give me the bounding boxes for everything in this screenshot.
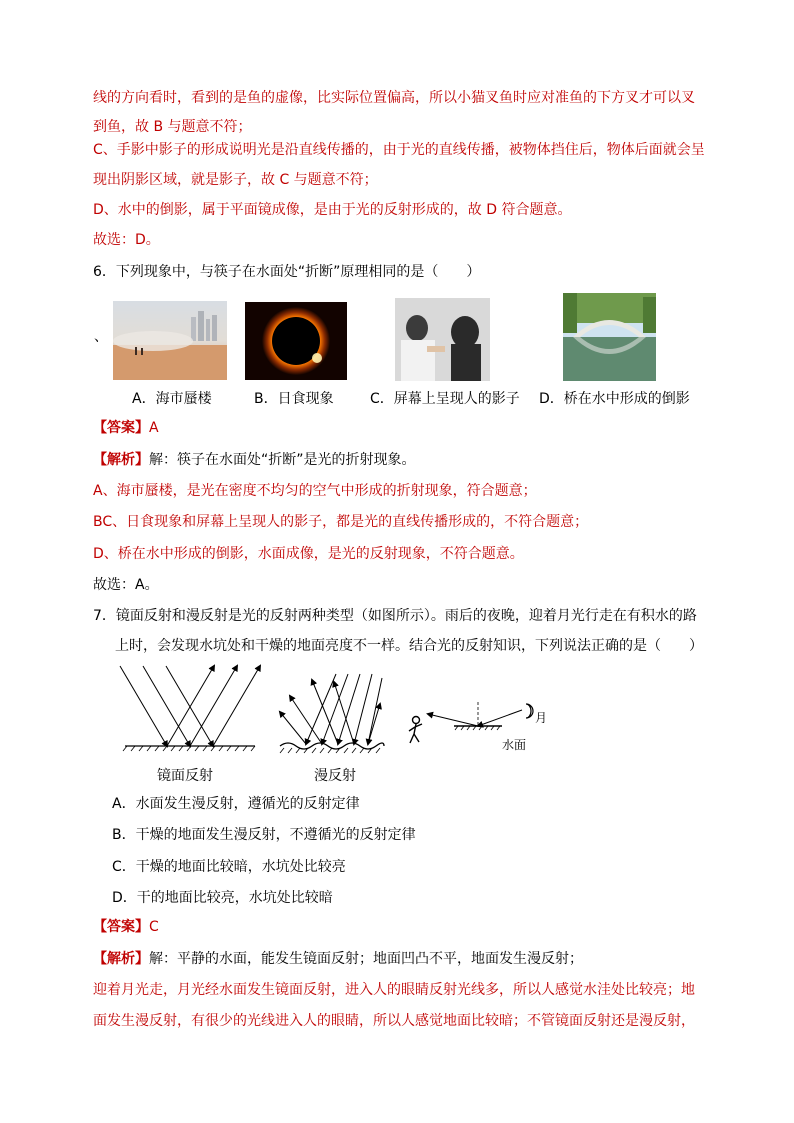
diffuse-reflection-caption: 漫反射 (314, 768, 356, 784)
q7-analysis-line: 面发生漫反射，有很少的光线进入人的眼睛，所以人感觉地面比较暗；不管镜面反射还是漫反射， (93, 1013, 695, 1029)
moon-icon (526, 704, 533, 718)
analysis-first-line: 解：筷子在水面处“折断”是光的折射现象。 (149, 452, 416, 468)
water-surface-label: 水面 (502, 738, 527, 752)
walking-person-icon (409, 717, 422, 744)
mirage-image (113, 301, 227, 380)
specular-reflection-diagram (115, 660, 265, 755)
prev-analysis-line-4: 现出阴影区域，就是影子，故 C 与题意不符； (93, 172, 378, 188)
q6-analysis-line: BC、日食现象和屏幕上呈现人的影子，都是光的直线传播形成的，不符合题意； (93, 514, 589, 530)
prev-conclusion: 故选：D。 (93, 232, 160, 248)
answer-value: A (149, 420, 159, 436)
moon-label: 月 (535, 711, 548, 725)
q7-stem-line-1: 7．镜面反射和漫反射是光的反射两种类型（如图所示）。雨后的夜晚，迎着月光行走在有积水的路 (93, 608, 697, 624)
q7-option-c: C．干燥的地面比较暗，水坑处比较亮 (112, 859, 346, 875)
q7-answer (93, 917, 159, 937)
q7-analysis-line: 迎着月光走，月光经水面发生镜面反射，进入人的眼睛反射光线多，所以人感觉水洼处比较亮；地 (93, 982, 695, 998)
answer-tag: 【答案】 (93, 919, 149, 935)
answer-tag: 【答案】 (93, 420, 149, 436)
q6-option-a: A．海市蜃楼 (132, 391, 212, 407)
q7-stem-line-2: 上时，会发现水坑处和干燥的地面亮度不一样。结合光的反射知识，下列说法正确的是（ ） (115, 638, 703, 654)
q6-option-b: B．日食现象 (254, 391, 334, 407)
diffuse-reflection-diagram (276, 668, 386, 756)
hand-shadow-image (395, 298, 490, 381)
q6-answer (93, 418, 159, 438)
q6-stray-mark: 、 (94, 329, 108, 345)
prev-analysis-line-2: 到鱼，故 B 与题意不符； (93, 119, 252, 135)
q7-option-b: B．干燥的地面发生漫反射，不遵循光的反射定律 (112, 827, 416, 843)
q7-analysis-header (93, 949, 583, 969)
analysis-tag: 【解析】 (93, 951, 149, 967)
q6-analysis-line: A、海市蜃楼，是光在密度不均匀的空气中形成的折射现象，符合题意； (93, 483, 537, 499)
q6-option-c: C．屏幕上呈现人的影子 (370, 391, 520, 407)
bridge-reflection-image (563, 293, 656, 381)
prev-analysis-line-1: 线的方向看时，看到的是鱼的虚像，比实际位置偏高，所以小猫叉鱼时应对准鱼的下方叉才可以叉 (93, 90, 695, 106)
q6-analysis-header (93, 450, 416, 470)
q6-stem: 6．下列现象中，与筷子在水面处“折断”原理相同的是（ ） (93, 264, 481, 280)
specular-reflection-caption: 镜面反射 (157, 768, 213, 784)
analysis-first-line: 解：平静的水面，能发生镜面反射；地面凹凸不平，地面发生漫反射； (149, 951, 583, 967)
q6-conclusion: 故选：A。 (93, 577, 159, 593)
answer-value: C (149, 919, 159, 935)
prev-analysis-line-5: D、水中的倒影，属于平面镜成像，是由于光的反射形成的，故 D 符合题意。 (93, 202, 572, 218)
solar-eclipse-image (245, 302, 347, 380)
q7-option-d: D．干的地面比较亮，水坑处比较暗 (112, 890, 333, 906)
q7-option-a: A．水面发生漫反射，遵循光的反射定律 (112, 796, 360, 812)
prev-analysis-line-3: C、手影中影子的形成说明光是沿直线传播的，由于光的直线传播，被物体挡住后，物体后面就会呈 (93, 142, 705, 158)
q6-option-d: D．桥在水中形成的倒影 (539, 391, 690, 407)
analysis-tag: 【解析】 (93, 452, 149, 468)
moonlight-water-diagram (404, 700, 554, 756)
q6-analysis-line: D、桥在水中形成的倒影，水面成像，是光的反射现象，不符合题意。 (93, 546, 524, 562)
